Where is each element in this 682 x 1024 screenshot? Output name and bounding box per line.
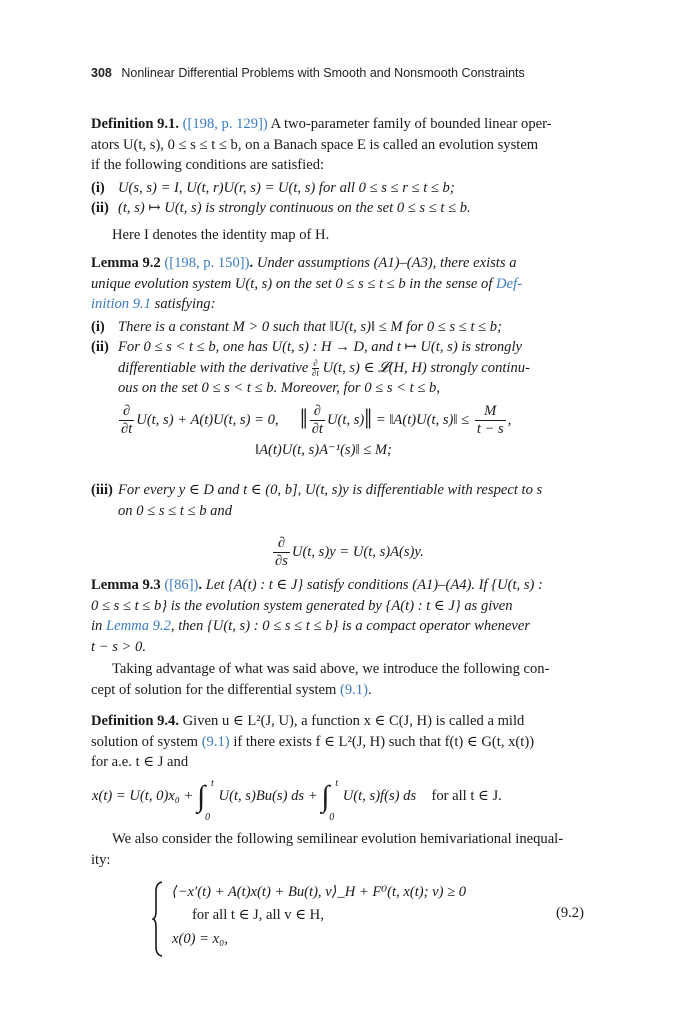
dt-symbol: ∂t: [312, 367, 319, 378]
item-number: (iii): [91, 482, 113, 498]
upper-limit: t: [211, 777, 214, 789]
def94-ref[interactable]: (9.1): [201, 733, 230, 750]
small-derivative: [312, 359, 319, 378]
lemma-9-3: [91, 575, 592, 657]
def91-item-ii: [91, 198, 592, 219]
def91-line3: if the following conditions are satisfied:: [91, 157, 325, 173]
lem92-text2: unique evolution system U(t, s) on the set 0 ≤ s ≤ t ≤ b in the sense of: [91, 275, 493, 292]
ii-line3: ous on the set 0 ≤ s < t ≤ b. Moreover, for 0 ≤ s < t ≤ b,: [118, 380, 440, 396]
equation-bound: ‖A(t)U(t, s)A⁻¹(s)‖ ≤ M;: [255, 442, 392, 458]
lem92-cite[interactable]: ([198, p. 150]): [164, 255, 250, 271]
derivative-fraction: [273, 535, 290, 570]
para1-line1: Taking advantage of what was said above, we introduce the following con-: [112, 661, 550, 677]
mild-rhs: U(t, s)f(s) ds: [342, 788, 417, 804]
chapter-title: Nonlinear Differential Problems with Smooth and Nonsmooth Constraints: [121, 66, 525, 80]
def94-line3: for a.e. t ∈ J and: [91, 754, 189, 770]
frac-den: ∂s: [275, 553, 288, 569]
item-text: [118, 480, 592, 521]
upper-limit: t: [335, 777, 339, 789]
iii-line1: For every y ∈ D and t ∈ (0, b], U(t, s)y is differentiable with respect to s: [118, 482, 543, 498]
eq1-part-c: = ‖A(t)U(t, s)‖ ≤: [375, 411, 470, 428]
para1-text2b: .: [367, 681, 372, 698]
paragraph-concept: [91, 659, 592, 700]
def91-cite[interactable]: ([198, p. 129]): [182, 116, 268, 132]
equation-number: (9.2): [556, 905, 584, 921]
para1-text2a: cept of solution for the differential system: [91, 681, 337, 698]
item-text: (t, s) ↦ U(t, s) is strongly continuous on the set 0 ≤ s ≤ t ≤ b.: [118, 200, 471, 216]
lemma-9-2: [91, 253, 592, 315]
lower-limit: 0: [329, 811, 335, 823]
def91-line2: ators U(t, s), 0 ≤ s ≤ t ≤ b, on a Banach space E is called an evolution system: [91, 136, 539, 153]
def91-item-i: [91, 178, 592, 199]
system-row-3: x(0) = x₀,: [172, 931, 228, 947]
lem93-line4: t − s > 0.: [91, 638, 146, 655]
lem93-label: Lemma 9.3: [91, 577, 161, 593]
definition-9-4: [91, 711, 592, 773]
def91-text1: A two-parameter family of bounded linear oper-: [270, 116, 552, 132]
derivative-fraction: [310, 403, 325, 438]
item-number: (i): [91, 180, 105, 196]
lem92-item-ii: [91, 337, 592, 396]
mild-tail: for all t ∈ J.: [431, 788, 502, 804]
derivative-fraction: [119, 403, 134, 438]
item-text: There is a constant M > 0 such that ‖U(t, s)‖ ≤ M for 0 ≤ s ≤ t ≤ b;: [118, 319, 502, 335]
lem93-line3: [91, 616, 592, 637]
lem92-line3: [91, 294, 592, 315]
norm-bars-left: ‖: [299, 404, 308, 436]
def91-note: Here I denotes the identity map of H.: [112, 227, 330, 243]
mild-lhs: x(t) = U(t, 0)x₀ +: [92, 788, 194, 804]
para2-line2: ity:: [91, 851, 111, 868]
para2-line1: We also consider the following semilinear evolution hemivariational inequal-: [112, 831, 564, 847]
def91-line1: [91, 114, 592, 135]
frac-den: t − s: [476, 421, 504, 437]
m-over-t-minus-s: [475, 403, 506, 438]
lem92-item-i: [91, 317, 592, 338]
lower-limit: 0: [205, 811, 211, 823]
def94-line2: [91, 732, 592, 753]
item-number: (i): [91, 319, 105, 335]
def91-label: Definition 9.1.: [91, 116, 179, 132]
lem92-dot: .: [249, 255, 254, 271]
lem92-ref-def-cont[interactable]: inition 9.1: [91, 296, 151, 312]
lem92-line2: [91, 274, 592, 295]
frac-num: M: [475, 403, 506, 421]
lem93-text3b: , then {U(t, s) : 0 ≤ s ≤ t ≤ b} is a compact operator whenever: [170, 618, 531, 634]
page-number: 308: [91, 66, 112, 80]
lem93-text1: Let {A(t) : t ∈ J} satisfy conditions (A1)–(A4). If {U(t, s) :: [205, 577, 543, 593]
lem93-text3a: in: [91, 618, 103, 634]
frac-num: ∂: [119, 403, 134, 421]
system-row-1: ⟨−x′(t) + A(t)x(t) + Bu(t), v⟩_H + F⁰(t, x(t); v) ≥ 0: [172, 884, 467, 900]
frac-den: ∂t: [311, 421, 323, 437]
iii-line2: on 0 ≤ s ≤ t ≤ b and: [118, 502, 233, 519]
lem93-line2: 0 ≤ s ≤ t ≤ b} is the evolution system generated by {A(t) : t ∈ J} as given: [91, 597, 513, 614]
item-text: U(s, s) = I, U(t, r)U(r, s) = U(t, s) for all 0 ≤ s ≤ r ≤ t ≤ b;: [118, 180, 455, 196]
ii-line2a: differentiable with the derivative: [118, 359, 309, 376]
eq3-text: U(t, s)y = U(t, s)A(s)y.: [291, 543, 424, 560]
eq1-part-a: U(t, s) + A(t)U(t, s) = 0,: [136, 411, 279, 428]
para1-ref[interactable]: (9.1): [340, 681, 368, 698]
norm-bars-right: ‖: [364, 404, 373, 436]
lem92-label: Lemma 9.2: [91, 255, 161, 271]
def94-label: Definition 9.4.: [91, 713, 179, 729]
integral-sign: ∫ t 0: [197, 780, 205, 813]
lem92-text1: Under assumptions (A1)–(A3), there exists a: [256, 255, 517, 271]
eq1-part-b: U(t, s): [327, 411, 365, 428]
mild-mid: U(t, s)Bu(s) ds +: [218, 788, 318, 804]
frac-den: ∂t: [121, 421, 133, 437]
integral-sign: ∫ t 0: [321, 780, 329, 813]
equation-evolution: [117, 403, 511, 438]
item-number: (ii): [91, 200, 109, 216]
def94-text2a: solution of system: [91, 733, 199, 750]
lem93-ref-lemma[interactable]: Lemma 9.2: [106, 618, 171, 634]
item-text: [118, 337, 592, 399]
frac-num: ∂: [273, 535, 290, 553]
frac-num: ∂: [310, 403, 325, 421]
def94-line1: [91, 711, 592, 732]
partial-symbol: ∂: [313, 357, 318, 368]
definition-9-1: [91, 114, 592, 176]
ii-line1: For 0 ≤ s < t ≤ b, one has U(t, s) : H → D, and t ↦ U(t, s) is strongly: [118, 339, 523, 355]
paragraph-hemivariational: [91, 829, 592, 870]
def94-text1: Given u ∈ L²(J, U), a function x ∈ C(J, H) is called a mild: [182, 713, 525, 729]
lem92-item-iii: [91, 480, 592, 519]
system-row-2: for all t ∈ J, all v ∈ H,: [192, 907, 324, 923]
equation-mild-solution: [92, 777, 502, 823]
lem93-dot: .: [198, 577, 203, 593]
equation-ds: [271, 535, 424, 570]
lem92-line1: [91, 253, 592, 274]
ii-line2b: U(t, s) ∈ 𝓛(H, H) strongly continu-: [322, 359, 530, 376]
lem93-cite[interactable]: ([86]): [164, 577, 199, 593]
lem93-line1: [91, 575, 592, 596]
item-number: (ii): [91, 339, 109, 355]
def94-text2b: if there exists f ∈ L²(J, H) such that f(t) ∈ G(t, x(t)): [233, 733, 535, 750]
para1-line2: [91, 680, 592, 701]
lem92-ref-def[interactable]: Def-: [496, 275, 522, 292]
eq1-end: ,: [507, 411, 512, 428]
running-head: [91, 66, 525, 80]
lem92-text3: satisfying:: [154, 296, 216, 312]
left-brace: [152, 881, 164, 957]
